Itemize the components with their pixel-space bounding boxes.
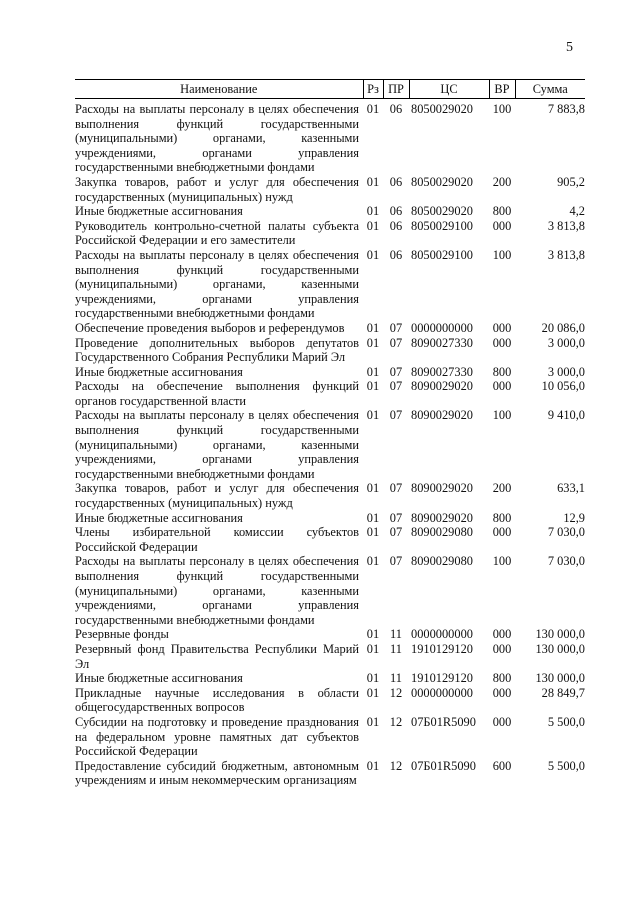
row-rz: 01 [366,525,380,540]
row-name: Расходы на выплаты персоналу в целях обеспечения выполнения функций государственными (муниципальными) органами, казенными учреждениями, органами управления государственными внебюджетными фондами [75,102,359,175]
row-pr: 07 [389,364,403,379]
row-rz: 01 [366,408,380,423]
row-vr: 200 [492,481,512,496]
row-sum: 3 813,8 [547,218,585,233]
row-cs: 0000000000 [411,627,473,642]
row-name: Субсидии на подготовку и проведение празднования на федеральном уровне памятных дат субъектов Российской Федерации [75,714,359,759]
row-pr: 07 [389,525,403,540]
row-sum: 130 000,0 [535,671,585,686]
row-rz: 01 [366,627,380,642]
row-vr: 100 [492,102,512,116]
row-cs: 0000000000 [411,320,473,335]
row-name: Расходы на выплаты персоналу в целях обеспечения выполнения функций государственными (муниципальными) органами, казенными учреждениями, органами управления государственными внебюджетными фондами [75,408,359,481]
row-rz: 01 [366,671,380,686]
row-sum: 9 410,0 [547,408,585,423]
row-pr: 07 [389,510,403,525]
table-row [75,379,585,408]
table-row [75,715,585,759]
row-name: Закупка товаров, работ и услуг для обеспечения государственных (муниципальных) нужд [75,481,359,511]
header-pr: ПР [383,80,409,99]
header-name: Наименование [75,80,363,99]
row-sum: 905,2 [557,174,585,189]
row-sum: 130 000,0 [535,627,585,642]
row-rz: 01 [366,320,380,335]
header-sum: Сумма [515,80,585,99]
row-pr: 11 [390,641,402,656]
row-sum: 7 030,0 [547,554,585,569]
row-vr: 800 [492,364,512,379]
row-rz: 01 [366,247,380,262]
row-rz: 01 [366,481,380,496]
row-name: Резервные фонды [75,627,169,642]
row-pr: 12 [389,758,403,773]
row-vr: 100 [492,408,512,423]
row-pr: 06 [389,247,403,262]
row-vr: 800 [492,204,512,219]
row-rz: 01 [366,174,380,189]
row-name: Иные бюджетные ассигнования [75,510,243,525]
table-body [75,99,585,788]
row-vr: 000 [492,641,512,656]
row-name: Расходы на обеспечение выполнения функций органов государственной власти [75,379,359,408]
row-rz: 01 [366,204,380,219]
row-sum: 4,2 [569,204,585,219]
page-number: 5 [566,40,573,55]
row-pr: 07 [389,481,403,496]
table-row [75,481,585,510]
row-pr: 06 [389,218,403,233]
table-row [75,671,585,686]
row-rz: 01 [366,685,380,700]
row-pr: 07 [389,320,403,335]
row-cs: 8090029020 [411,379,473,394]
row-cs: 1910129120 [411,641,473,656]
row-cs: 8050029100 [411,247,473,262]
table-row [75,627,585,642]
row-cs: 1910129120 [411,671,473,686]
row-sum: 5 500,0 [547,758,585,773]
row-name: Иные бюджетные ассигнования [75,204,243,219]
row-cs: 8050029020 [411,204,473,219]
row-name: Иные бюджетные ассигнования [75,364,243,379]
row-vr: 600 [492,758,512,773]
table-row [75,525,585,554]
row-vr: 000 [492,685,512,700]
row-cs: 07Б01R5090 [411,714,476,729]
row-cs: 07Б01R5090 [411,758,476,773]
row-name: Расходы на выплаты персоналу в целях обеспечения выполнения функций государственными (муниципальными) органами, казенными учреждениями, органами управления государственными внебюджетными фондами [75,247,359,321]
row-rz: 01 [366,379,380,394]
row-rz: 01 [366,554,380,569]
row-vr: 000 [492,525,512,540]
row-rz: 01 [366,364,380,379]
row-cs: 8090029080 [411,554,473,569]
table-row [75,248,585,321]
row-pr: 12 [389,685,403,700]
table-header [75,80,585,99]
row-rz: 01 [366,641,380,656]
table-row [75,99,585,175]
table-row [75,204,585,219]
row-cs: 8090029020 [411,510,473,525]
row-pr: 06 [389,204,403,219]
row-cs: 8090029020 [411,408,473,423]
row-vr: 800 [492,671,512,686]
row-sum: 5 500,0 [547,714,585,729]
row-name: Закупка товаров, работ и услуг для обеспечения государственных (муниципальных) нужд [75,174,359,204]
row-rz: 01 [366,218,380,233]
row-vr: 200 [492,174,512,189]
row-cs: 8050029100 [411,218,473,233]
table-row [75,175,585,204]
table-row [75,759,585,788]
row-vr: 000 [492,714,512,729]
row-name: Прикладные научные исследования в области общегосударственных вопросов [75,685,359,715]
table-row [75,219,585,248]
row-sum: 7 030,0 [547,525,585,540]
row-name: Члены избирательной комиссии субъектов Российской Федерации [75,525,359,554]
row-sum: 28 849,7 [541,685,585,700]
row-pr: 11 [390,671,402,686]
row-pr: 07 [389,379,403,394]
header-rz: Рз [363,80,383,99]
row-pr: 07 [389,408,403,423]
row-sum: 12,9 [563,510,585,525]
row-pr: 06 [389,174,403,189]
budget-table [75,79,585,788]
row-name: Резервный фонд Правительства Республики Марий Эл [75,641,359,671]
row-pr: 07 [389,554,403,569]
row-rz: 01 [366,510,380,525]
row-cs: 8090027330 [411,335,473,350]
header-vr: ВР [489,80,515,99]
row-name: Иные бюджетные ассигнования [75,671,243,686]
row-rz: 01 [366,102,380,116]
row-cs: 8050029020 [411,174,473,189]
table-row [75,336,585,365]
row-cs: 8090027330 [411,364,473,379]
row-cs: 8050029020 [411,102,473,116]
table-row [75,321,585,336]
row-vr: 000 [492,335,512,350]
table-row [75,642,585,671]
row-name: Руководитель контрольно-счетной палаты субъекта Российской Федерации и его заместители [75,218,359,248]
row-name: Обеспечение проведения выборов и референдумов [75,320,345,335]
row-sum: 130 000,0 [535,641,585,656]
row-name: Проведение дополнительных выборов депутатов Государственного Собрания Республики Марий Эл [75,335,359,365]
header-cs: ЦС [409,80,489,99]
row-vr: 000 [492,320,512,335]
table-row [75,686,585,715]
row-rz: 01 [366,335,380,350]
row-vr: 100 [492,247,512,262]
row-sum: 3 000,0 [547,364,585,379]
row-pr: 06 [389,102,403,116]
row-vr: 000 [492,218,512,233]
row-sum: 3 000,0 [547,335,585,350]
row-name: Расходы на выплаты персоналу в целях обеспечения выполнения функций государственными (муниципальными) органами, казенными учреждениями, органами управления государственными внебюджетными фондами [75,554,359,627]
row-pr: 12 [389,714,403,729]
row-cs: 0000000000 [411,685,473,700]
table-row [75,511,585,526]
row-vr: 800 [492,510,512,525]
row-rz: 01 [366,758,380,773]
row-sum: 10 056,0 [541,379,585,394]
row-sum: 3 813,8 [547,247,585,262]
row-pr: 11 [390,627,402,642]
row-vr: 000 [492,627,512,642]
row-pr: 07 [389,335,403,350]
table-row [75,554,585,627]
table-row [75,365,585,380]
row-sum: 20 086,0 [541,320,585,335]
table-row [75,408,585,481]
row-name: Предоставление субсидий бюджетным, автономным учреждениям и иным некоммерческим организациям [75,758,359,788]
row-sum: 633,1 [557,481,585,496]
row-vr: 100 [492,554,512,569]
row-rz: 01 [366,714,380,729]
row-cs: 8090029080 [411,525,473,540]
row-sum: 7 883,8 [547,102,585,116]
row-vr: 000 [492,379,512,394]
row-cs: 8090029020 [411,481,473,496]
